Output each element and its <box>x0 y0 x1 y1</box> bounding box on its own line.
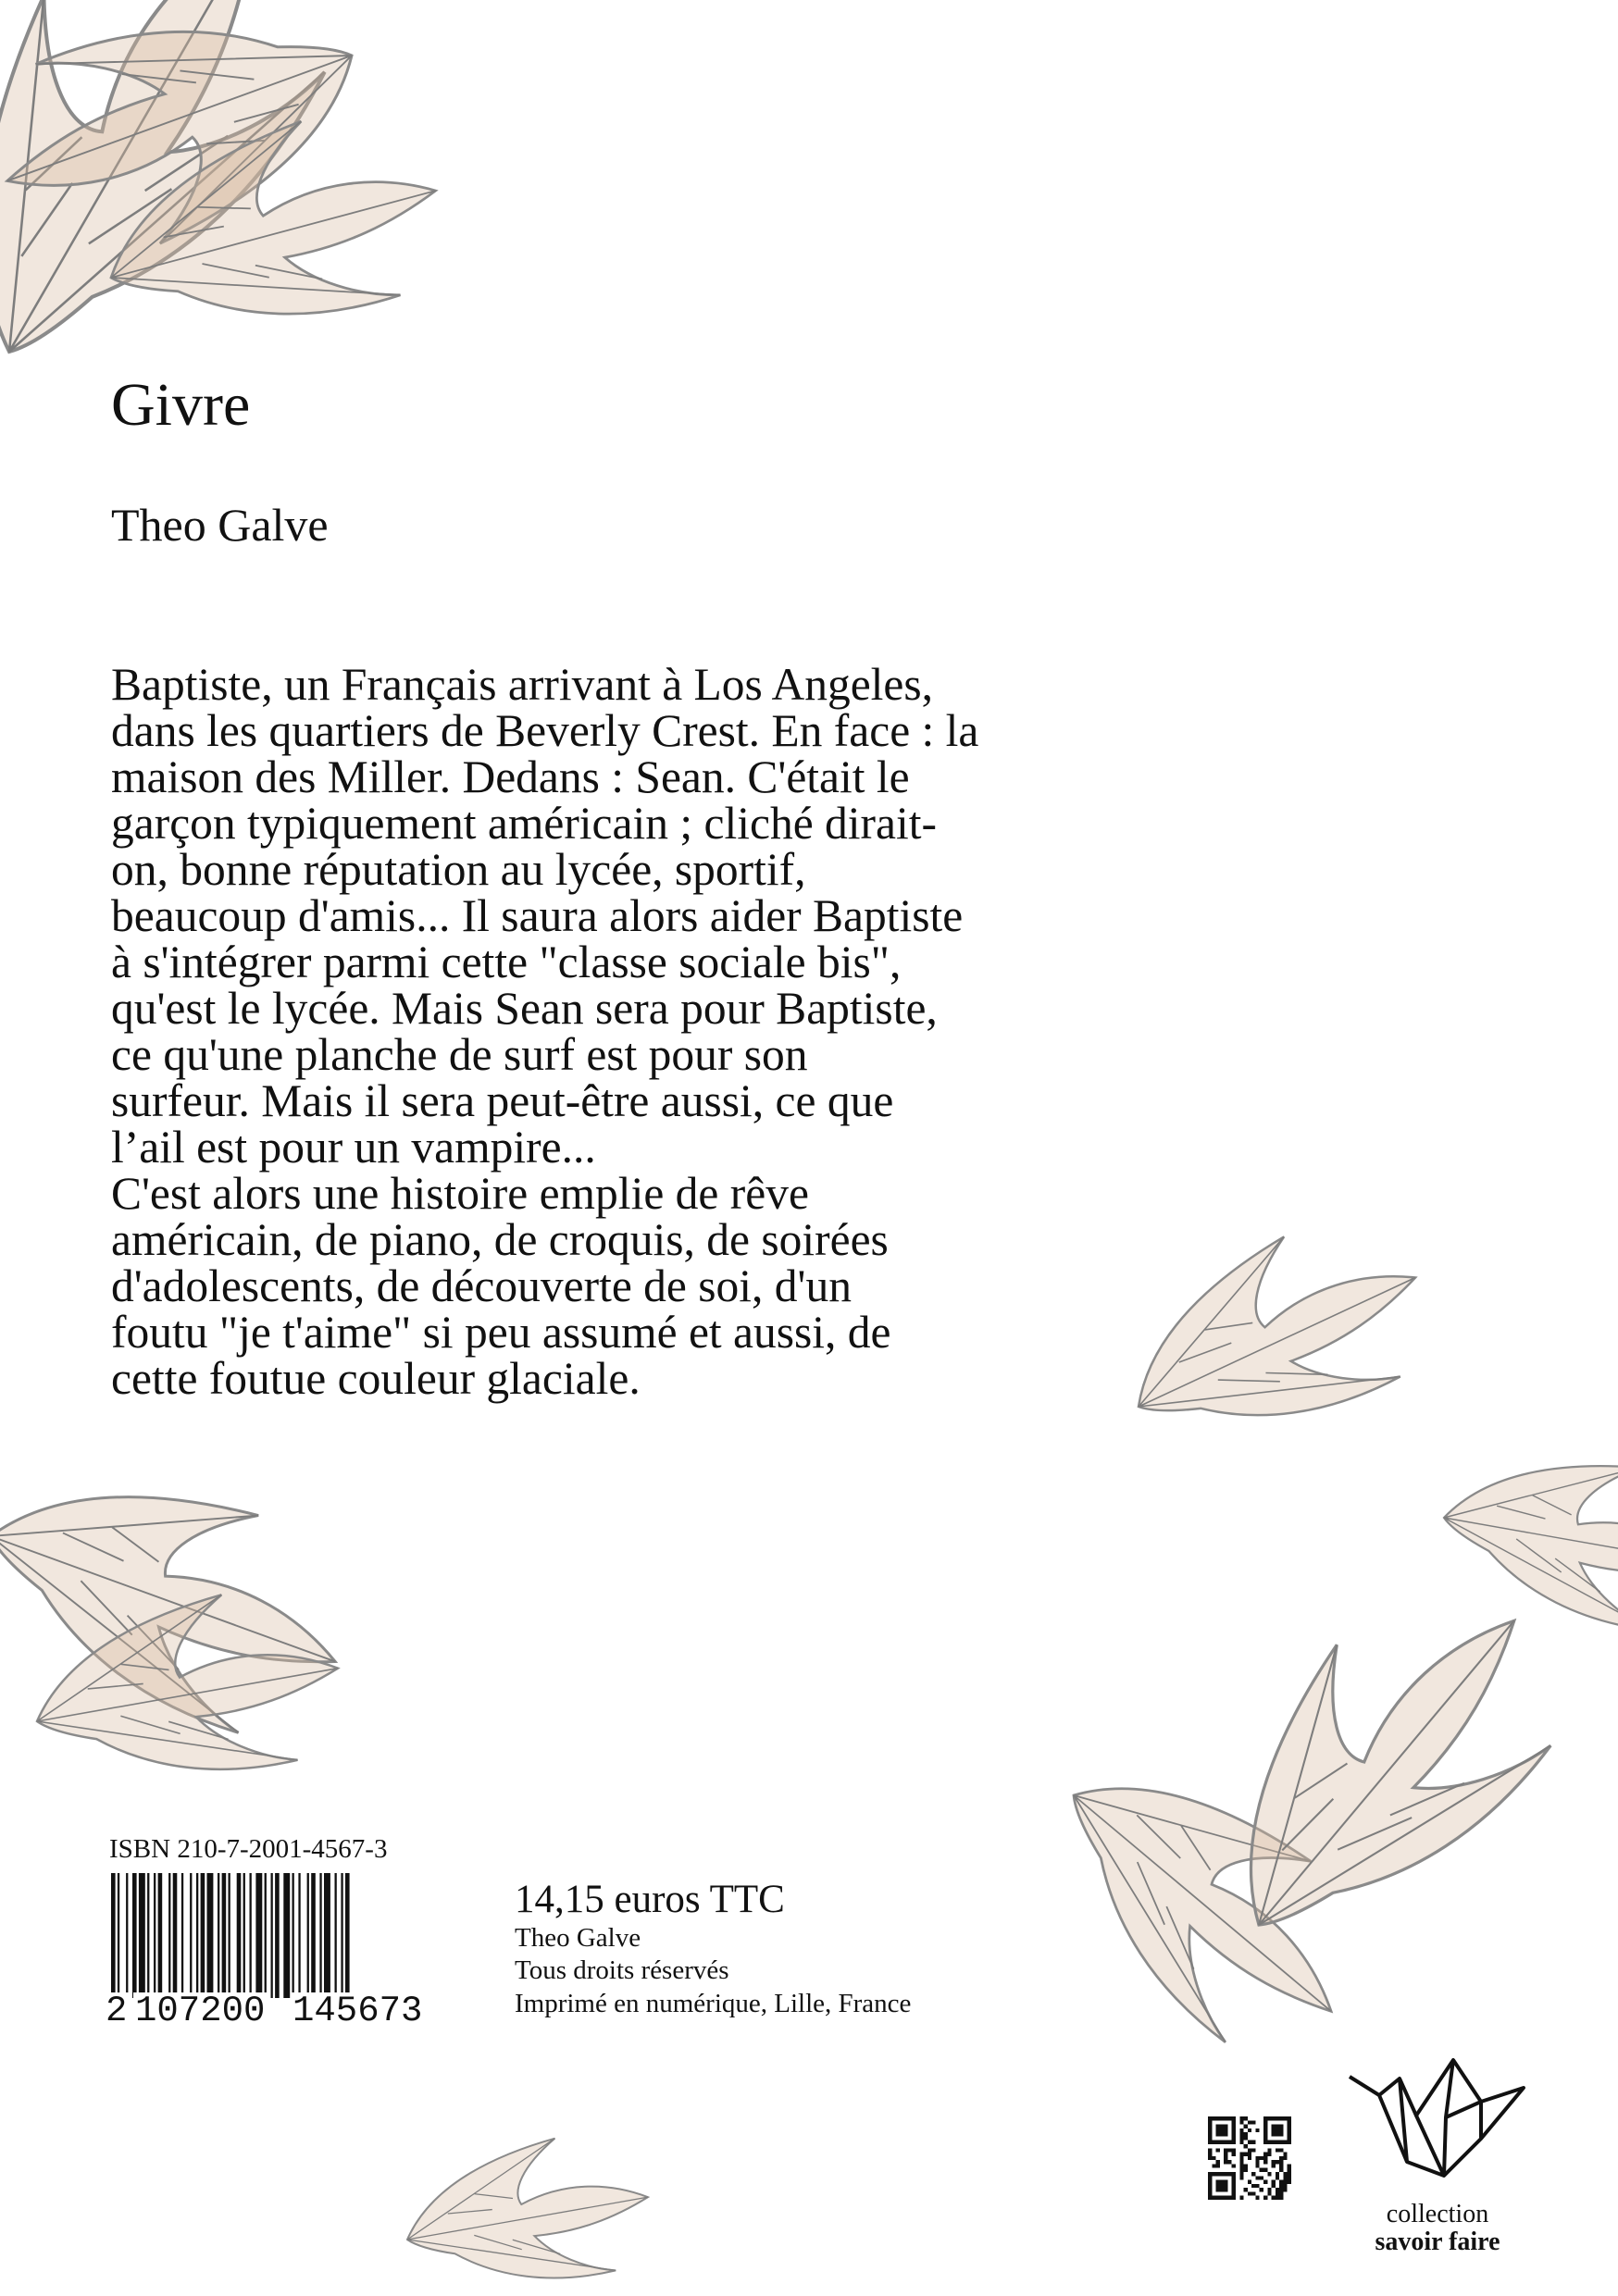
rights-notice: Tous droits réservés <box>515 1955 729 1985</box>
collection-label <box>1340 2201 1535 2256</box>
book-title: Givre <box>111 371 251 439</box>
collection-prefix: collection <box>1386 2200 1489 2228</box>
blurb-paragraph: C'est alors une histoire emplie de rêve américain, de piano, de croquis, de soirées d'adolescents, de découverte de soi, d'un foutu "je t'aime" si peu assumé et aussi, de cette foutue couleur glaciale. <box>111 1168 891 1404</box>
publisher-author: Theo Galve <box>515 1923 641 1953</box>
print-location: Imprimé en numérique, Lille, France <box>515 1989 912 2018</box>
barcode-digits <box>106 1991 449 2031</box>
collection-name: savoir faire <box>1375 2228 1500 2256</box>
barcode-digit-prefix: 2 <box>106 1991 128 2031</box>
blurb-paragraph: Baptiste, un Français arrivant à Los Angeles, dans les quartiers de Beverly Crest. En face : la maison des Miller. Dedans : Sean. C'était le garçon typiquement américain ; cliché dirait- on, bonne réputation au lycée, sportif, beaucoup d'amis... Il saura alors aider Baptiste à s'intégrer parmi cette "classe sociale bis", qu'est le lycée. Mais Sean sera pour Baptiste, ce qu'une planche de surf est pour son surfeur. Mais il sera peut-être aussi, ce que l’ail est pour un vampire... <box>111 659 979 1173</box>
origami-crane-icon <box>1342 2051 1527 2185</box>
book-blurb <box>111 659 1259 1404</box>
qr-code-icon <box>1208 2116 1291 2200</box>
book-author: Theo Galve <box>111 499 329 551</box>
price: 14,15 euros TTC <box>515 1878 785 1921</box>
barcode-digit-group-left: 107200 <box>135 1991 266 2031</box>
isbn-label: ISBN 210-7-2001-4567-3 <box>109 1834 388 1864</box>
barcode-digit-group-right: 145673 <box>292 1991 423 2031</box>
